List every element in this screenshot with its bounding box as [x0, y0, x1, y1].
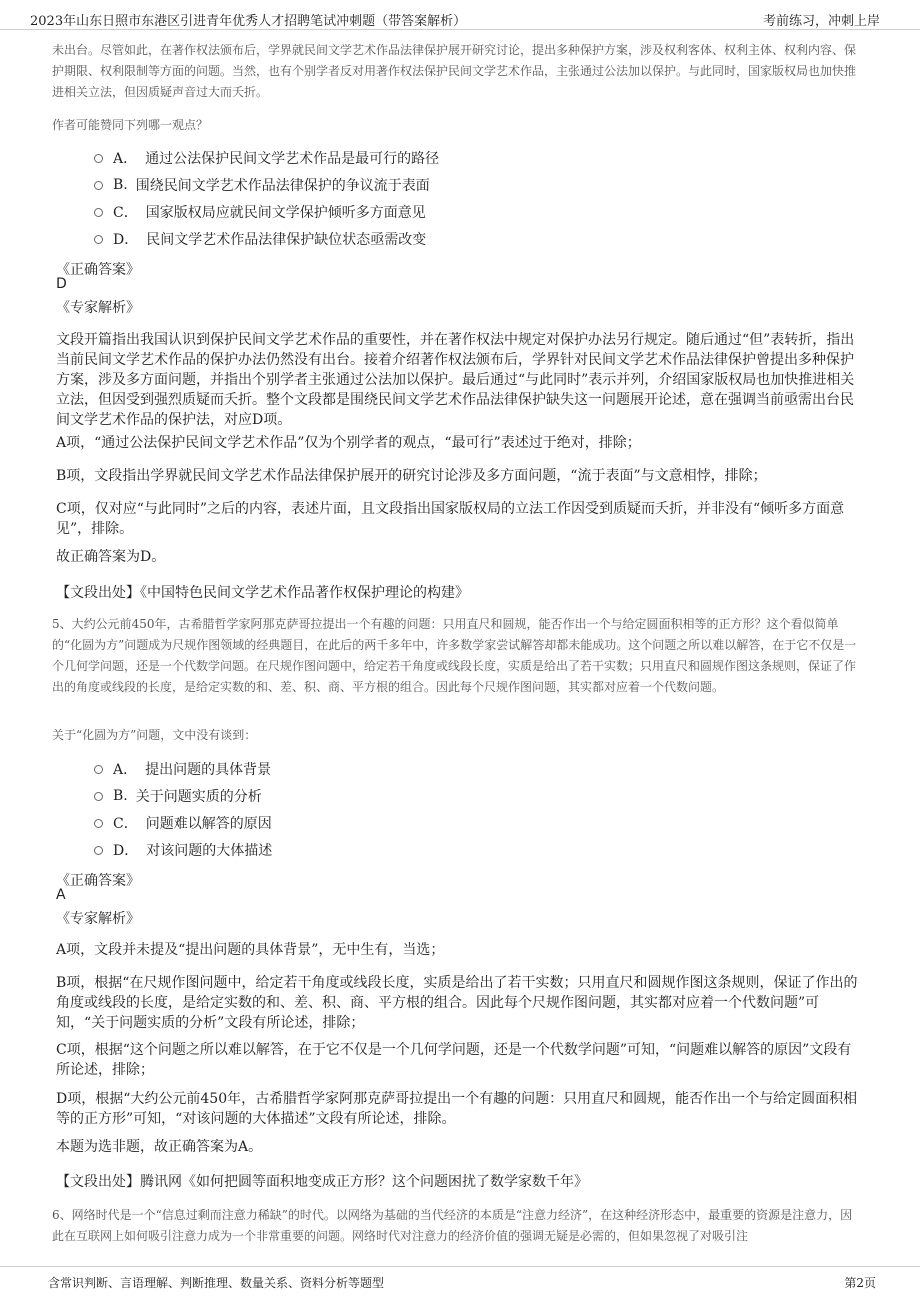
q5-analysis-a: A项，文段并未提及“提出问题的具体背景”，无中生有，当选；	[56, 942, 445, 958]
q4-answer: D	[56, 276, 67, 292]
q5-analysis-label: 《专家解析》	[56, 911, 140, 927]
q5-passage: 5、大约公元前450年，古希腊哲学家阿那克萨哥拉提出一个有趣的问题：只用直尺和圆规，能否作出一个与给定圆面积相等的正方形？这个看似简单的“化圆为方”问题成为尺规作图领域的经典题目，在此后的两千多年中，许多数学家尝试解答却都未能成功。这个问题之所以难以解答，在于它不仅是一个几何学问题，还是一个代数学问题。在尺规作图问题中，给定若干角度或线段长度，实质是给出了若干实数；只用直尺和圆规作图这条规则，保证了作出的角度或线段的长度，是给定实数的和、差、积、商、平方根的组合。因此每个尺规作图问题，其实都对应着一个代数问题。	[52, 617, 857, 694]
radio-icon[interactable]	[94, 765, 103, 774]
footer-description: 含常识判断、言语理解、判断推理、数量关系、资料分析等题型	[48, 1276, 385, 1290]
q5-analysis-b: B项，根据“在尺规作图问题中，给定若干角度或线段长度，实质是给出了若干实数；只用直尺和圆规作图这条规则，保证了作出的角度或线段的长度，是给定实数的和、差、积、商、平方根的组合。因此每个尺规作图问题，其实都对应着一个代数问题”可知，“关于问题实质的分析”文段有所论述，排除；	[56, 975, 858, 1031]
q4-option-d[interactable]	[94, 229, 426, 249]
option-letter: A．	[113, 151, 138, 167]
option-text: 国家版权局应就民间文学保护倾听多方面意见	[145, 205, 426, 221]
radio-icon[interactable]	[94, 235, 103, 244]
option-letter: C．	[113, 816, 138, 832]
page-number: 第2页	[844, 1276, 876, 1290]
q4-option-a[interactable]	[94, 148, 439, 168]
header-slogan: 考前练习，冲刺上岸	[762, 14, 880, 29]
q5-conclusion: 本题为选非题，故正确答案为A。	[56, 1139, 263, 1155]
q4-analysis-b: B项，文段指出学界就民间文学艺术作品法律保护展开的研究讨论涉及多方面问题，“流于表面”与文意相悖，排除；	[56, 468, 767, 484]
page-content	[0, 30, 920, 1266]
option-text: 对该问题的大体描述	[146, 843, 273, 859]
q4-source: 【文段出处】《中国特色民间文学艺术作品著作权保护理论的构建》	[56, 585, 469, 601]
option-text: 问题难以解答的原因	[145, 816, 272, 832]
q4-analysis-c: C项，仅对应“与此同时”之后的内容，表述片面，且文段指出国家版权局的立法工作因受到质疑而夭折，并非没有“倾听多方面意见”，排除。	[56, 501, 845, 537]
option-text: 通过公法保护民间文学艺术作品是最可行的路径	[145, 151, 440, 167]
q4-passage: 未出台。尽管如此，在著作权法颁布后，学界就民间文学艺术作品法律保护展开研究讨论，提出多种保护方案，涉及权利客体、权利主体、权利内容、保护期限、权利限制等方面的问题。当然，也有个别学者反对用著作权法保护民间文学艺术作品，主张通过公法加以保护。与此同时，国家版权局也加快推进相关立法，但因质疑声音过大而夭折。	[52, 43, 857, 99]
q4-conclusion: 故正确答案为D。	[56, 549, 166, 565]
q5-source: 【文段出处】腾讯网《如何把圆等面积地变成正方形？这个问题困扰了数学家数千年》	[56, 1174, 588, 1190]
q4-question: 作者可能赞同下列哪一观点？	[52, 118, 209, 132]
q5-analysis-d: D项，根据“大约公元前450年，古希腊哲学家阿那克萨哥拉提出一个有趣的问题：只用直尺和圆规，能否作出一个与给定圆面积相等的正方形”可知，“对该问题的大体描述”文段有所论述，排除。	[56, 1091, 858, 1127]
q5-option-a[interactable]	[94, 759, 271, 779]
radio-icon[interactable]	[94, 846, 103, 855]
page-footer	[0, 1266, 920, 1302]
q5-option-b[interactable]	[94, 786, 262, 806]
q5-question: 关于“化圆为方”问题，文中没有谈到：	[52, 728, 257, 742]
q4-analysis-a: A项，“通过公法保护民间文学艺术作品”仅为个别学者的观点，“最可行”表述过于绝对，排除；	[56, 435, 641, 451]
radio-icon[interactable]	[94, 819, 103, 828]
q5-option-d[interactable]	[94, 840, 272, 860]
option-text: 民间文学艺术作品法律保护缺位状态亟需改变	[146, 232, 427, 248]
q5-option-c[interactable]	[94, 813, 272, 833]
document-title: 2023年山东日照市东港区引进青年优秀人才招聘笔试冲刺题（带答案解析）	[30, 14, 467, 29]
q6-passage: 6、网络时代是一个“信息过剩而注意力稀缺”的时代。以网络为基础的当代经济的本质是“注意力经济”，在这种经济形态中，最重要的资源是注意力，因此在互联网上如何吸引注意力成为一个非常重要的问题。网络时代对注意力的经济价值的强调无疑是必需的，但如果忽视了对吸引注	[52, 1208, 853, 1243]
option-text: 围绕民间文学艺术作品法律保护的争议流于表面	[135, 178, 430, 194]
option-letter: B.	[113, 177, 128, 193]
q4-answer-label: 《正确答案》	[56, 262, 140, 278]
q5-answer: A	[56, 887, 66, 903]
radio-icon[interactable]	[94, 792, 103, 801]
option-letter: A．	[113, 762, 138, 778]
option-letter: D．	[113, 843, 139, 859]
option-letter: D．	[113, 232, 139, 248]
q4-option-b[interactable]	[94, 175, 430, 195]
q5-analysis-c: C项，根据“这个问题之所以难以解答，在于它不仅是一个几何学问题，还是一个代数学问题”可知，“问题难以解答的原因”文段有所论述，排除；	[56, 1042, 852, 1078]
radio-icon[interactable]	[94, 181, 103, 190]
option-letter: B.	[113, 788, 128, 804]
q4-analysis-label: 《专家解析》	[56, 300, 140, 316]
option-letter: C．	[113, 205, 138, 221]
option-text: 提出问题的具体背景	[145, 762, 272, 778]
q4-analysis-main: 文段开篇指出我国认识到保护民间文学艺术作品的重要性，并在著作权法中规定对保护办法另行规定。随后通过“但”表转折，指出当前民间文学艺术作品的保护办法仍然没有出台。接着介绍著作权法颁布后，学界针对民间文学艺术作品法律保护曾提出多种保护方案，涉及多方面问题，并指出个别学者主张通过公法加以保护。最后通过“与此同时”表示并列，介绍国家版权局也加快推进相关立法，但因受到强烈质疑而夭折。整个文段都是围绕民间文学艺术作品法律保护缺失这一问题展开论述，意在强调当前亟需出台民间文学艺术作品的保护法，对应D项。	[56, 332, 855, 428]
q4-option-c[interactable]	[94, 202, 426, 222]
option-text: 关于问题实质的分析	[135, 789, 262, 805]
q5-answer-label: 《正确答案》	[56, 873, 140, 889]
radio-icon[interactable]	[94, 154, 103, 163]
radio-icon[interactable]	[94, 208, 103, 217]
page-header	[0, 0, 920, 30]
